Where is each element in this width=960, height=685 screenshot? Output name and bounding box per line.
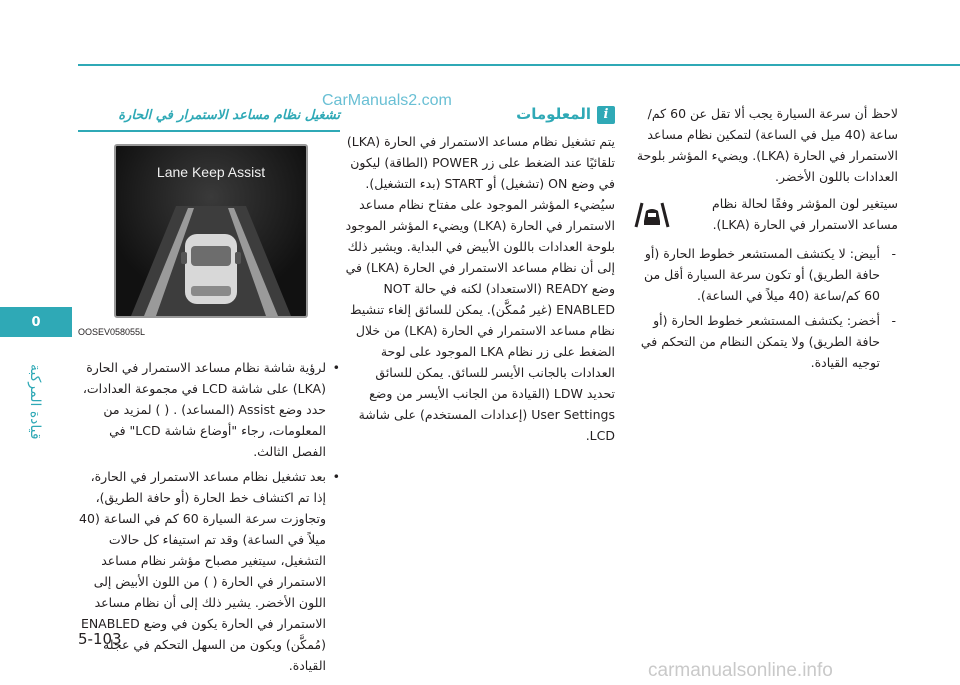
bullet-list [78,357,340,676]
page-number: 5-103 [78,630,122,648]
watermark-carmanualsonline[interactable]: carmanualsonline.info [648,660,833,681]
indicator-note-row [628,193,898,235]
watermark-carmanuals2[interactable]: CarManuals2.com [322,92,452,109]
right-column [628,103,898,377]
lka-indicator-icon [628,199,676,229]
info-title: المعلومات [516,105,591,123]
bullet-indicator-color: • بعد تشغيل نظام مساعد الاستمرار في الحارة، إذا تم اكتشاف خط الحارة (أو حافة الطريق)، وتجاوزت سرعة السيارة 60 كم في الساعة (40 ميلاً في الساعة) وقد تم استيفاء كل حالات التشغيل، سيتغير مصباح مؤشر نظام مساعد الاستمرار في الحارة ( ) من اللون الأبيض إلى اللون الأخضر. يشير ذلك إلى أن نظام مساعد الاستمرار في الحارة يكون في وضع ENABLED (مُمكَّن) ويكون من السهل التحكم في عجلة القيادة. [78,466,340,676]
indicator-color-list [628,243,898,373]
cluster-title: Lane Keep Assist [156,164,266,180]
top-rule [78,64,960,66]
indicator-note: سيتغير لون المؤشر وفقًا لحالة نظام مساعد الاستمرار في الحارة (LKA). [712,196,898,232]
section-heading: تشغيل نظام مساعد الاستمرار في الحارة [78,105,340,132]
info-body: يتم تشغيل نظام مساعد الاستمرار في الحارة (LKA) تلقائيًا عند الضغط على زر POWER (الطاقة) ليكون في وضع ON (تشغيل) أو START (بدء التشغيل). سيُضيء المؤشر الموجود على مفتاح نظام مساعد الاستمرار في الحارة (LKA) ويضيء المؤشر الموجود بلوحة العدادات باللون الأبيض في البداية. ويشير ذلك إلى أن نظام مساعد الاستمرار في الحارة (LKA) في وضع READY (الاستعداد) لكنه في حالة NOT ENABLED (غير مُمكَّن). يمكن للسائق إلغاء تنشيط نظام مساعد الاستمرار في الحارة (LKA) من خلال الضغط على زر نظام LKA الموجود على لوحة العدادات بالجانب الأيسر للسائق. يمكن للسائق تحديد LDW (القيادة من الجانب الأيسر من وضع User Settings (إعدادات المستخدم) على شاشة LCD. [345,134,615,443]
left-column [78,105,340,680]
image-code: OOSEV058055L [78,327,146,337]
car-on-lane-illustration [116,146,306,316]
bullet-lcd-mode: • لرؤية شاشة نظام مساعد الاستمرار في الحارة (LKA) على شاشة LCD في مجموعة العدادات، حدد وضع Assist (المساعد) . ( ) لمزيد من المعلومات، رجاء "أوضاع شاشة LCD" في الفصل الثالث. [78,357,340,462]
info-icon: i [597,106,615,124]
cluster-display-image [114,144,308,318]
info-header [345,104,615,125]
chapter-title: قيادة المركبة [27,364,43,440]
indicator-white: - أبيض: لا يكتشف المستشعر خطوط الحارة (أو حافة الطريق) أو تكون سرعة السيارة أقل من 60 كم/ساعة (40 ميلاً في الساعة). [628,243,898,306]
indicator-green: - أخضر: يكتشف المستشعر خطوط الحارة (أو حافة الطريق) ولا يتمكن النظام من التحكم في توجيه القيادة. [628,310,898,373]
middle-column [345,105,615,446]
speed-note: لاحظ أن سرعة السيارة يجب ألا تقل عن 60 كم/ساعة (40 ميل في الساعة) لتمكين نظام مساعد الاستمرار في الحارة (LKA). ويضيء المؤشر بلوحة العدادات باللون الأخضر. [636,106,898,184]
chapter-tab: 0 [0,307,72,337]
